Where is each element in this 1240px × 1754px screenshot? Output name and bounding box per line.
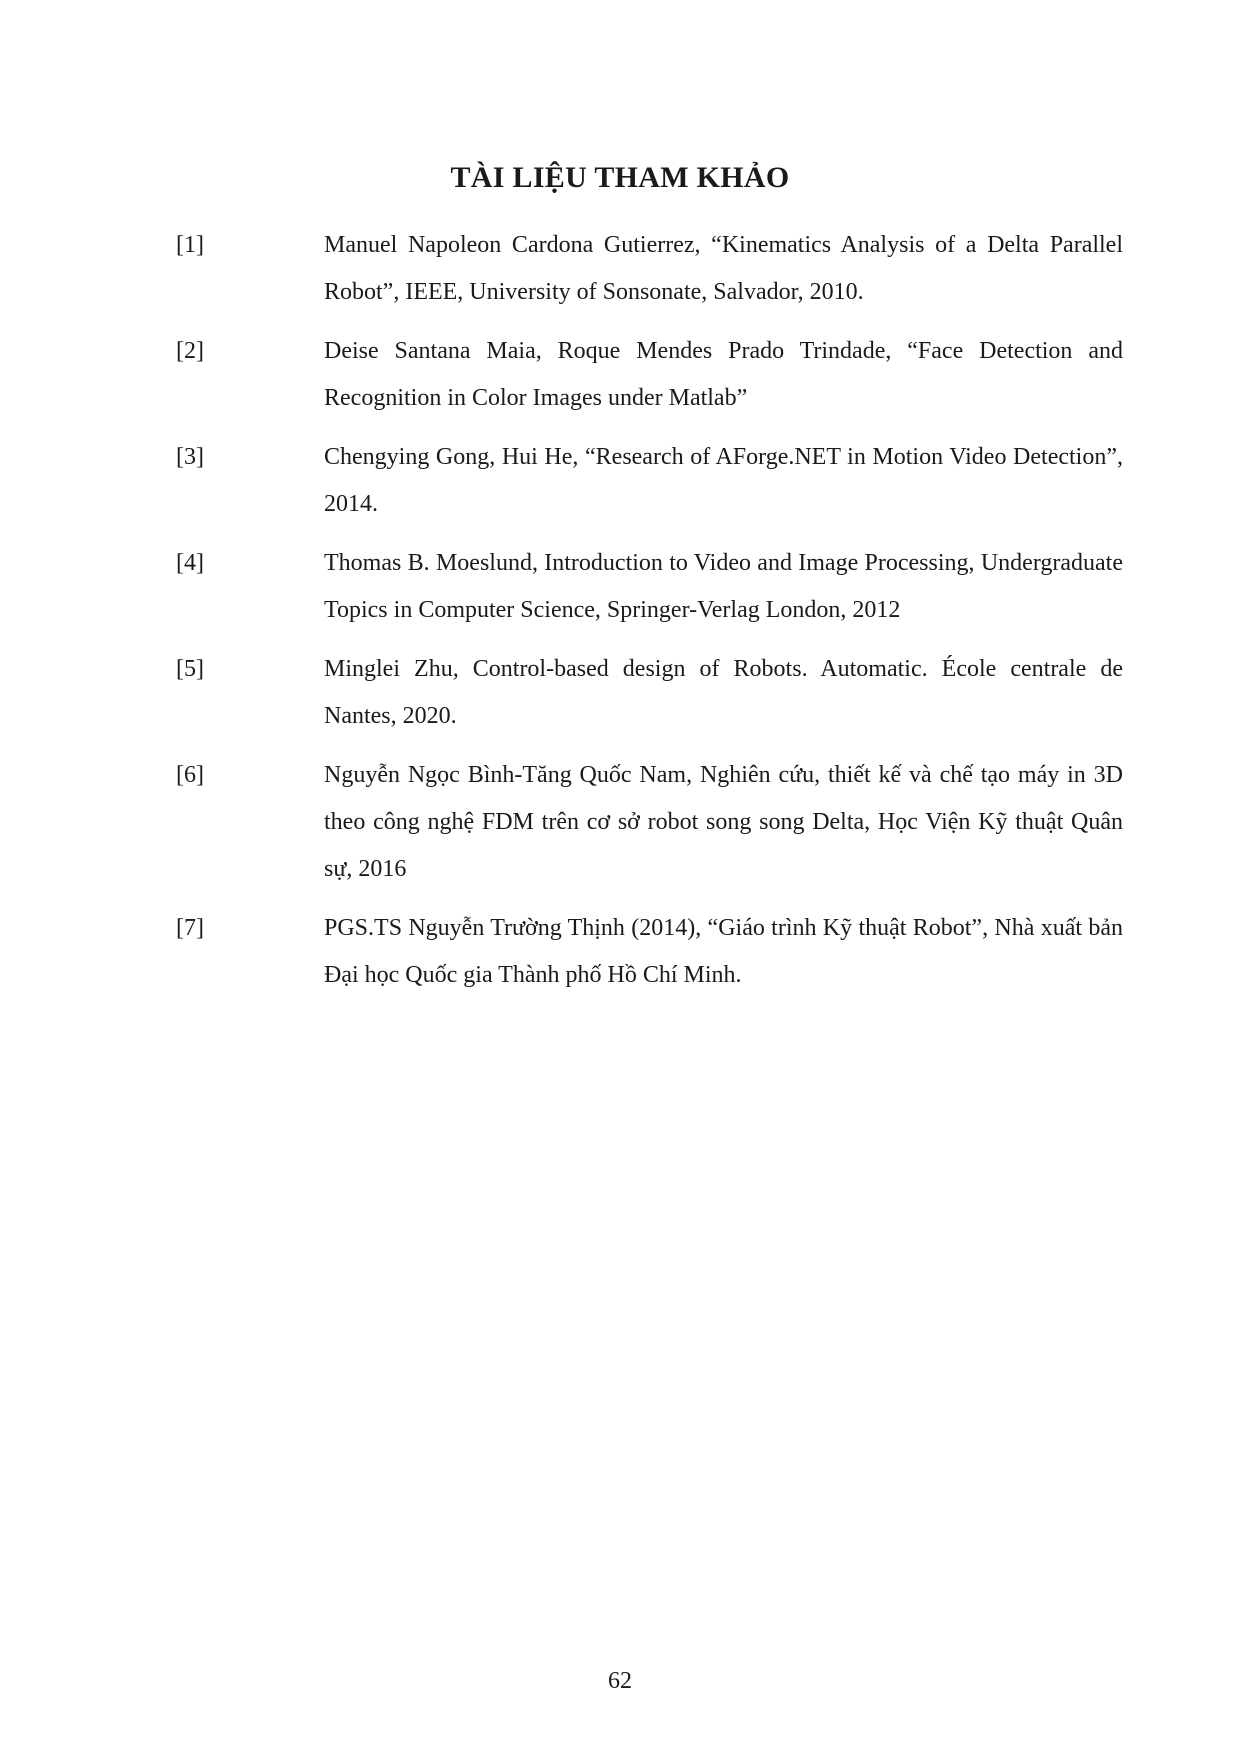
reference-text: Nguyễn Ngọc Bình-Tăng Quốc Nam, Nghiên cứu, thiết kế và chế tạo máy in 3D theo công nghệ FDM trên cơ sở robot song song Delta, Học Viện Kỹ thuật Quân sự, 2016 [324, 762, 1123, 882]
reference-item [176, 540, 1123, 634]
reference-item [176, 434, 1123, 528]
reference-list [176, 222, 1123, 1011]
reference-number: [1] [176, 232, 204, 258]
reference-number: [5] [176, 656, 204, 682]
reference-text: Manuel Napoleon Cardona Gutierrez, “Kinematics Analysis of a Delta Parallel Robot”, IEEE, University of Sonsonate, Salvador, 2010. [324, 232, 1123, 305]
reference-number: [6] [176, 762, 204, 788]
reference-item [176, 222, 1123, 316]
reference-text: Minglei Zhu, Control-based design of Robots. Automatic. École centrale de Nantes, 2020. [324, 656, 1123, 729]
reference-item [176, 646, 1123, 740]
page-title: TÀI LIỆU THAM KHẢO [450, 161, 790, 194]
reference-item [176, 752, 1123, 893]
reference-item [176, 905, 1123, 999]
reference-number: [7] [176, 915, 204, 941]
reference-number: [2] [176, 338, 204, 364]
reference-text: PGS.TS Nguyễn Trường Thịnh (2014), “Giáo trình Kỹ thuật Robot”, Nhà xuất bản Đại học Quốc gia Thành phố Hồ Chí Minh. [324, 915, 1123, 988]
page-number: 62 [608, 1668, 632, 1694]
reference-text: Deise Santana Maia, Roque Mendes Prado Trindade, “Face Detection and Recognition in Color Images under Matlab” [324, 338, 1123, 411]
reference-text: Thomas B. Moeslund, Introduction to Video and Image Processing, Undergraduate Topics in Computer Science, Springer-Verlag London, 2012 [324, 550, 1123, 623]
reference-number: [3] [176, 444, 204, 470]
reference-text: Chengying Gong, Hui He, “Research of AForge.NET in Motion Video Detection”, 2014. [324, 444, 1123, 517]
reference-number: [4] [176, 550, 204, 576]
reference-item [176, 328, 1123, 422]
